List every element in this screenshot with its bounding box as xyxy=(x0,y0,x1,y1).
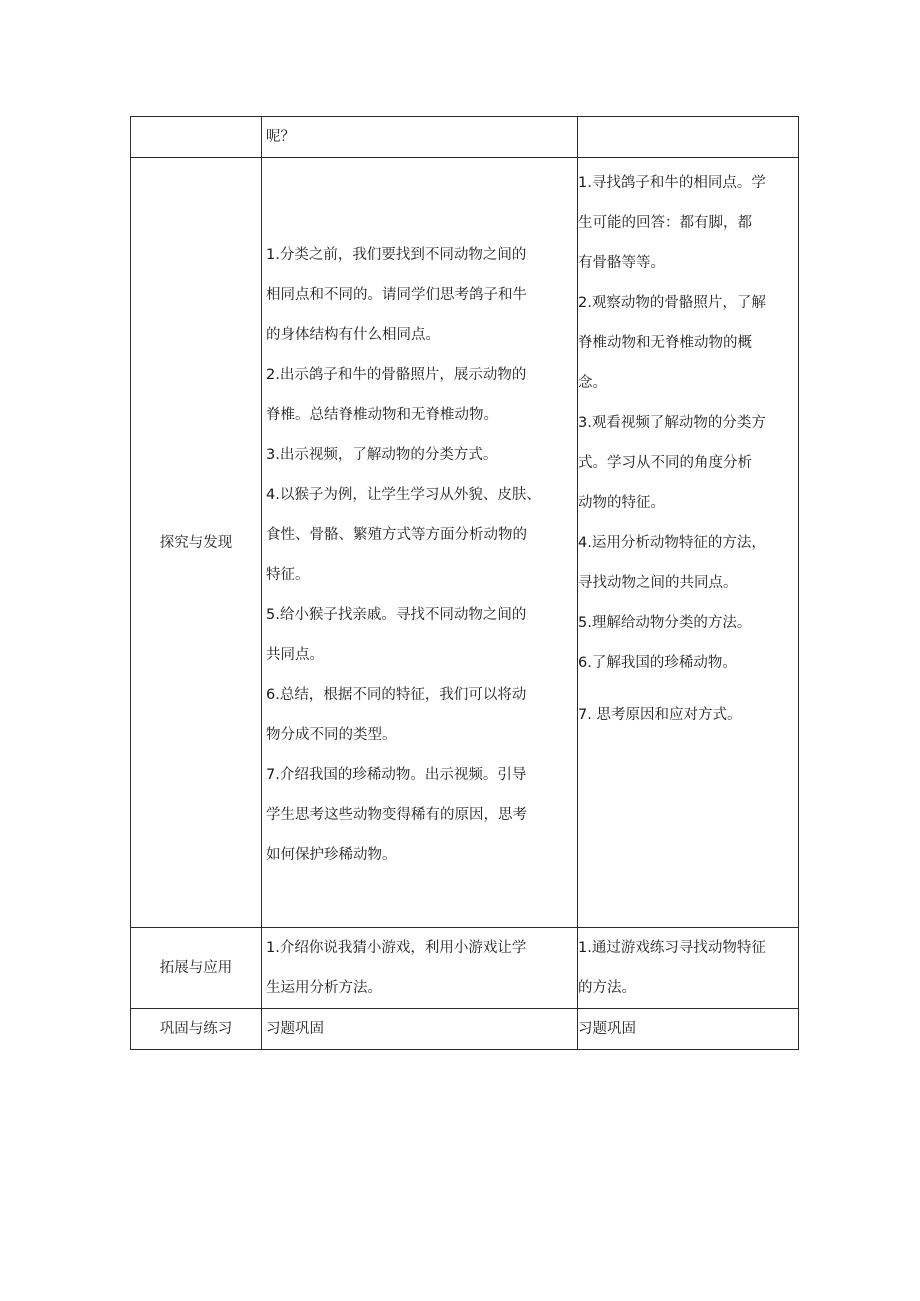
text-line: 习题巩固 xyxy=(266,1021,324,1037)
text-line: 4.运用分析动物特征的方法， xyxy=(578,535,766,551)
teacher-activity-cell xyxy=(262,928,578,1009)
text-line: 的身体结构有什么相同点。 xyxy=(266,327,440,343)
text-line: 寻找动物之间的共同点。 xyxy=(578,575,738,591)
text-line: 3.出示视频，了解动物的分类方式。 xyxy=(266,447,498,463)
text-line: 共同点。 xyxy=(266,647,324,663)
text-line: 式。学习从不同的角度分析 xyxy=(578,455,752,471)
teacher-activity-cell xyxy=(262,117,578,158)
student-activity-cell xyxy=(578,928,799,1009)
text-line: 特征。 xyxy=(266,567,310,583)
text-line: 学生思考这些动物变得稀有的原因，思考 xyxy=(266,807,527,823)
text-line: 食性、骨骼、繁殖方式等方面分析动物的 xyxy=(266,527,527,543)
stage-cell: 拓展与应用 xyxy=(131,928,262,1009)
table-row xyxy=(131,158,799,928)
text-line: 呢？ xyxy=(266,129,295,145)
text-line: 习题巩固 xyxy=(578,1021,636,1037)
table-row xyxy=(131,117,799,158)
lesson-plan-table xyxy=(130,116,799,1050)
table-row xyxy=(131,1009,799,1050)
text-line: 相同点和不同的。请同学们思考鸽子和牛 xyxy=(266,287,527,303)
teacher-activity-cell xyxy=(262,158,578,928)
text-line: 2.出示鸽子和牛的骨骼照片，展示动物的 xyxy=(266,367,527,383)
stage-cell: 巩固与练习 xyxy=(131,1009,262,1050)
text-line: 4.以猴子为例，让学生学习从外貌、皮肤、 xyxy=(266,487,541,503)
text-line: 如何保护珍稀动物。 xyxy=(266,847,397,863)
text-line: 6.总结，根据不同的特征，我们可以将动 xyxy=(266,687,527,703)
teacher-activity-cell xyxy=(262,1009,578,1050)
stage-cell xyxy=(131,117,262,158)
text-line: 1.寻找鸽子和牛的相同点。学 xyxy=(578,175,766,191)
text-line: 有骨骼等等。 xyxy=(578,255,665,271)
stage-cell: 探究与发现 xyxy=(131,158,262,928)
student-activity-cell xyxy=(578,117,799,158)
text-line: 2.观察动物的骨骼照片，了解 xyxy=(578,295,766,311)
text-line: 7. 思考原因和应对方式。 xyxy=(578,707,742,723)
student-activity-cell xyxy=(578,1009,799,1050)
student-activity-cell xyxy=(578,158,799,928)
text-line: 6.了解我国的珍稀动物。 xyxy=(578,655,737,671)
text-line: 生可能的回答：都有脚，都 xyxy=(578,215,752,231)
text-line: 念。 xyxy=(578,375,607,391)
text-line: 生运用分析方法。 xyxy=(266,980,382,996)
text-line: 1.介绍你说我猜小游戏，利用小游戏让学 xyxy=(266,940,527,956)
text-line: 物分成不同的类型。 xyxy=(266,727,397,743)
text-line: 5.给小猴子找亲戚。寻找不同动物之间的 xyxy=(266,607,527,623)
text-line: 5.理解给动物分类的方法。 xyxy=(578,615,752,631)
text-line: 7.介绍我国的珍稀动物。出示视频。引导 xyxy=(266,767,527,783)
text-line: 1.分类之前，我们要找到不同动物之间的 xyxy=(266,247,527,263)
table-row xyxy=(131,928,799,1009)
text-line: 1.通过游戏练习寻找动物特征 xyxy=(578,940,766,956)
text-line: 动物的特征。 xyxy=(578,495,665,511)
text-line: 脊椎动物和无脊椎动物的概 xyxy=(578,335,752,351)
text-line: 脊椎。总结脊椎动物和无脊椎动物。 xyxy=(266,407,498,423)
text-line: 3.观看视频了解动物的分类方 xyxy=(578,415,766,431)
text-line: 的方法。 xyxy=(578,980,636,996)
spacer xyxy=(578,683,796,695)
